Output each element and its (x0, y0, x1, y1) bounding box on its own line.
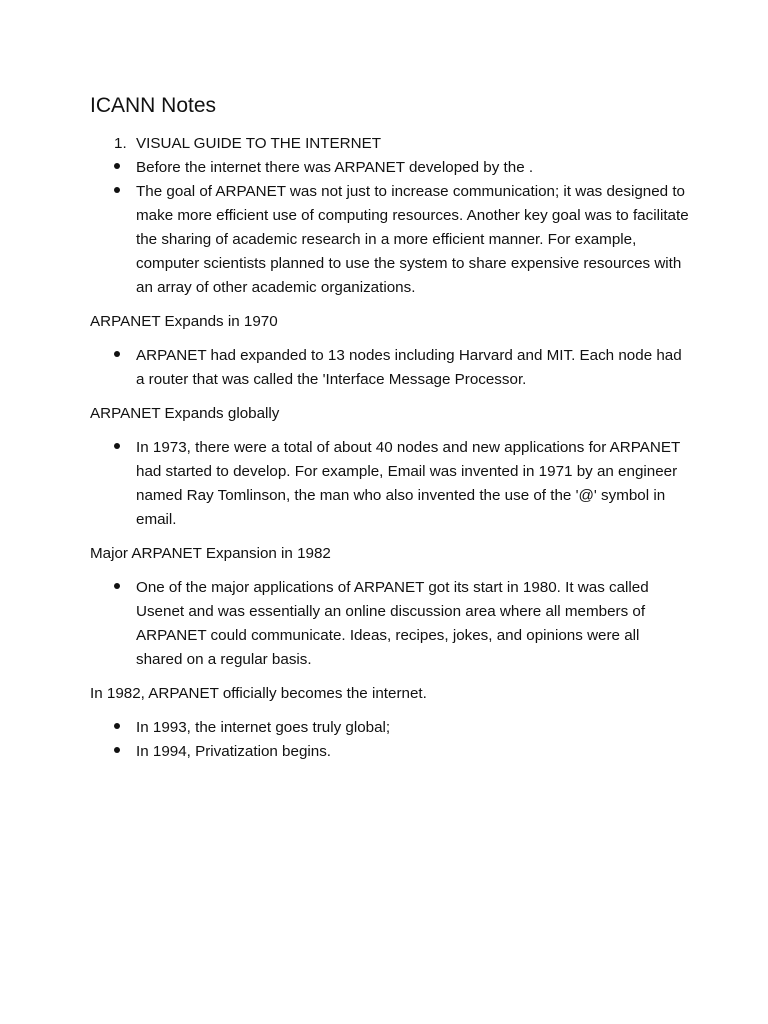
numbered-list-item (90, 132, 690, 156)
section-heading: Major ARPANET Expansion in 1982 (90, 545, 331, 562)
bullet-list-item (90, 180, 690, 300)
bullet-list-item (90, 344, 690, 392)
bullet-list-item (90, 436, 690, 532)
list-item-text: Before the internet there was ARPANET developed by the . (136, 159, 534, 176)
list-item-text: ARPANET had expanded to 13 nodes including Harvard and MIT. Each node had a router that was called the 'Interface Message Processor. (136, 347, 682, 388)
list-item-text: The goal of ARPANET was not just to increase communication; it was designed to make more efficient use of computing resources. Another key goal was to facilitate the sharing of academic research in a more efficient manner. For example, computer scientists planned to use the system to share expensive resources with an array of other academic organizations. (136, 183, 689, 296)
bullet-icon (114, 180, 136, 204)
section-list (90, 436, 690, 532)
list-item-text: In 1994, Privatization begins. (136, 743, 332, 760)
section-heading: ARPANET Expands globally (90, 405, 280, 422)
section-global (90, 402, 690, 532)
list-item-text: In 1973, there were a total of about 40 nodes and new applications for ARPANET had started to develop. For example, Email was invented in 1971 by an engineer named Ray Tomlinson, the man who also invented the use of the '@' symbol in email. (136, 439, 681, 528)
bullet-list-item (90, 156, 690, 180)
section-1970 (90, 310, 690, 392)
section-heading: ARPANET Expands in 1970 (90, 313, 278, 330)
section-1982-expansion (90, 542, 690, 672)
list-item-text: VISUAL GUIDE TO THE INTERNET (136, 135, 382, 152)
intro-list (90, 132, 690, 300)
bullet-icon (114, 740, 136, 764)
section-list (90, 716, 690, 764)
bullet-list-item (90, 740, 690, 764)
section-list (90, 576, 690, 672)
list-item-text: In 1993, the internet goes truly global; (136, 719, 391, 736)
document-title: ICANN Notes (90, 94, 217, 117)
list-item-text: One of the major applications of ARPANET got its start in 1980. It was called Usenet and was essentially an online discussion area where all members of ARPANET could communicate. Ideas, recipes, jokes, and opinions were all shared on a regular basis. (136, 579, 649, 668)
bullet-icon (114, 716, 136, 740)
document-content (90, 92, 690, 764)
bullet-list-item (90, 716, 690, 740)
bullet-icon (114, 344, 136, 368)
bullet-list-item (90, 576, 690, 672)
section-internet (90, 682, 690, 764)
bullet-icon (114, 436, 136, 460)
bullet-icon (114, 576, 136, 600)
bullet-icon (114, 156, 136, 180)
section-list (90, 344, 690, 392)
list-number: 1. (114, 135, 127, 152)
section-heading: In 1982, ARPANET officially becomes the internet. (90, 685, 427, 702)
